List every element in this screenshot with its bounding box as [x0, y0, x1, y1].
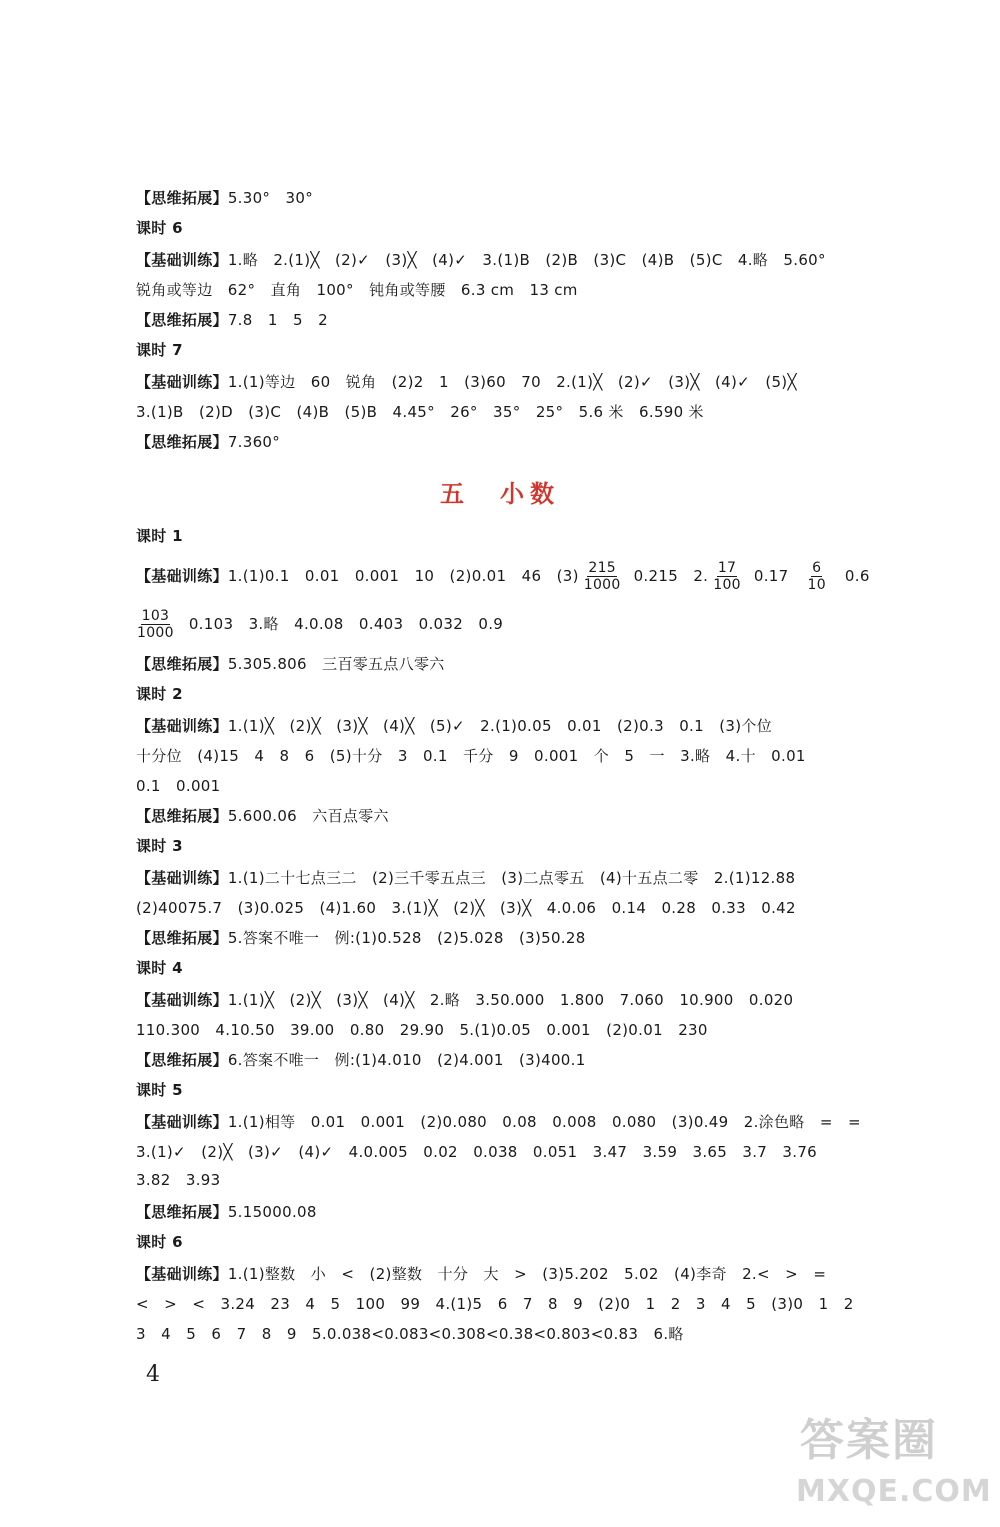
line-bottom-20 [136, 1264, 826, 1284]
fraction [712, 560, 742, 593]
line-bottom-12 [136, 1020, 708, 1040]
tag-label: 【基础训练】 [136, 373, 228, 391]
answer-text: 0.6 [844, 567, 870, 585]
answer-text: 十分位 (4)15 4 8 6 (5)十分 3 0.1 千分 9 0.001 个 5 一 3.略 4.十 0.01 [136, 747, 806, 765]
watermark-text: 答案圈 [800, 1415, 938, 1466]
answer-text: 锐角或等边 62° 直角 100° 钝角或等腰 6.3 cm 13 cm [136, 281, 578, 299]
fraction-numerator: 103 [141, 607, 170, 624]
fraction-denominator: 1000 [583, 576, 621, 593]
answer-text: 6.答案不唯一 例:(1)4.010 (2)4.001 (3)400.1 [227, 1051, 586, 1069]
line-bottom-18 [136, 1202, 317, 1222]
watermark-url: MXQE.COM [796, 1474, 992, 1509]
answer-text: 7.8 1 5 2 [227, 311, 328, 329]
answer-text: 3.82 3.93 [136, 1171, 221, 1189]
tag-label: 【基础训练】 [136, 251, 228, 269]
answer-text: 0.1 0.001 [136, 777, 221, 795]
line-bottom-5 [136, 806, 389, 826]
tag-label: 【思维拓展】 [136, 929, 228, 947]
answer-text: 1.(1)相等 0.01 0.001 (2)0.080 0.08 0.008 0.080 (3)0.49 2.涂色略 = = [227, 1113, 861, 1131]
line-bottom-0 [136, 654, 445, 674]
tag-label: 【基础训练】 [136, 567, 228, 585]
answer-text: < > < 3.24 23 4 5 100 99 4.(1)5 6 7 8 9 (2)0 1 2 3 4 5 (3)0 1 2 [136, 1295, 854, 1313]
line-bottom-7 [136, 868, 795, 888]
fraction-denominator: 100 [713, 576, 741, 593]
tag-label: 【基础训练】 [136, 869, 228, 887]
line-top-7 [136, 402, 704, 422]
lesson-heading: 课时 7 [136, 341, 183, 359]
answer-text: 1.(1)等边 60 锐角 (2)2 1 (3)60 70 2.(1)╳ (2)✓ (3)╳ (4)✓ (5)╳ [227, 373, 797, 391]
line-bottom-11 [136, 990, 793, 1010]
answer-text: 7.360° [227, 433, 281, 451]
answer-text: 3.(1)✓ (2)╳ (3)✓ (4)✓ 4.0.005 0.02 0.038 0.051 3.47 3.59 3.65 3.7 3.76 [136, 1143, 818, 1161]
fraction [583, 560, 622, 593]
tag-label: 【基础训练】 [136, 1265, 228, 1283]
fraction-denominator: 1000 [137, 624, 174, 641]
line-bottom-8 [136, 898, 796, 918]
answer-text: 110.300 4.10.50 39.00 0.80 29.90 5.(1)0.05 0.001 (2)0.01 230 [136, 1021, 708, 1039]
line-top-8 [136, 432, 280, 452]
line-top-3 [136, 280, 578, 300]
tag-label: 【思维拓展】 [136, 655, 228, 673]
tag-label: 【思维拓展】 [136, 1203, 228, 1221]
answer-text: 0.215 2. [633, 567, 709, 585]
tag-label: 【思维拓展】 [136, 433, 228, 451]
answer-text: 5.答案不唯一 例:(1)0.528 (2)5.028 (3)50.28 [227, 929, 586, 947]
watermark-logo [790, 1404, 990, 1520]
answer-text: 1.(1)二十七点三二 (2)三千零五点三 (3)二点零五 (4)十五点二零 2.(1)12.88 [227, 869, 796, 887]
line-bottom-3 [136, 746, 806, 766]
lesson-heading: 课时 6 [136, 1233, 183, 1251]
line-bottom-17 [136, 1170, 221, 1190]
answer-text: (2)40075.7 (3)0.025 (4)1.60 3.(1)╳ (2)╳ (3)╳ 4.0.06 0.14 0.28 0.33 0.42 [136, 899, 796, 917]
tag-label: 【思维拓展】 [136, 807, 228, 825]
answer-text: 3.(1)B (2)D (3)C (4)B (5)B 4.45° 26° 35° 25° 5.6 米 6.590 米 [136, 403, 704, 421]
line-bottom-16 [136, 1142, 817, 1162]
fraction [136, 608, 175, 641]
line-bottom-22 [136, 1324, 684, 1344]
lesson-heading: 课时 3 [136, 837, 183, 855]
line-bottom-2 [136, 716, 772, 736]
lesson-heading: 课时 4 [136, 959, 183, 977]
page-number: 4 [146, 1362, 160, 1387]
line-bottom-21 [136, 1294, 854, 1314]
answer-text: 5.15000.08 [227, 1203, 317, 1221]
tag-label: 【思维拓展】 [136, 311, 228, 329]
fraction-numerator: 17 [717, 559, 737, 576]
answer-text: 1.(1)╳ (2)╳ (3)╳ (4)╳ 2.略 3.50.000 1.800 7.060 10.900 0.020 [227, 991, 794, 1009]
fraction-numerator: 215 [588, 559, 616, 576]
answer-text: 5.30° 30° [227, 189, 313, 207]
line-bottom-15 [136, 1112, 861, 1132]
line-top-0 [136, 188, 313, 208]
lesson-heading: 课时 6 [136, 219, 183, 237]
lesson-heading: 课时 2 [136, 685, 183, 703]
lesson1-row1 [136, 558, 870, 594]
answer-text: 0.103 3.略 4.0.08 0.403 0.032 0.9 [188, 615, 504, 633]
line-bottom-9 [136, 928, 586, 948]
fraction-numerator: 6 [812, 559, 822, 576]
tag-label: 【基础训练】 [136, 991, 228, 1009]
lesson-heading: 课时 1 [136, 527, 183, 545]
tag-label: 【思维拓展】 [136, 189, 228, 207]
answer-text: 5.600.06 六百点零六 [227, 807, 389, 825]
lesson1-row2 [136, 606, 503, 642]
lesson-heading: 课时 5 [136, 1081, 183, 1099]
answer-text: 1.(1)0.1 0.01 0.001 10 (2)0.01 46 (3) [227, 567, 579, 585]
answer-text: 3 4 5 6 7 8 9 5.0.038<0.083<0.308<0.38<0.803<0.83 6.略 [136, 1325, 684, 1343]
fraction [806, 560, 826, 593]
line-bottom-4 [136, 776, 221, 796]
answer-text: 1.(1)整数 小 < (2)整数 十分 大 > (3)5.202 5.02 (4)李奇 2.< > = [227, 1265, 827, 1283]
answer-text: 1.(1)╳ (2)╳ (3)╳ (4)╳ (5)✓ 2.(1)0.05 0.01 (2)0.3 0.1 (3)个位 [227, 717, 773, 735]
line-bottom-13 [136, 1050, 586, 1070]
tag-label: 【思维拓展】 [136, 1051, 228, 1069]
answer-text: 0.17 [753, 567, 789, 585]
tag-label: 【基础训练】 [136, 717, 228, 735]
answer-text: 5.305.806 三百零五点八零六 [227, 655, 445, 673]
section-title: 五 小数 [440, 479, 560, 508]
fraction-denominator: 10 [807, 576, 826, 593]
tag-label: 【基础训练】 [136, 1113, 228, 1131]
line-top-2 [136, 250, 826, 270]
line-top-4 [136, 310, 328, 330]
answer-text: 1.略 2.(1)╳ (2)✓ (3)╳ (4)✓ 3.(1)B (2)B (3)C (4)B (5)C 4.略 5.60° [227, 251, 826, 269]
line-top-6 [136, 372, 797, 392]
